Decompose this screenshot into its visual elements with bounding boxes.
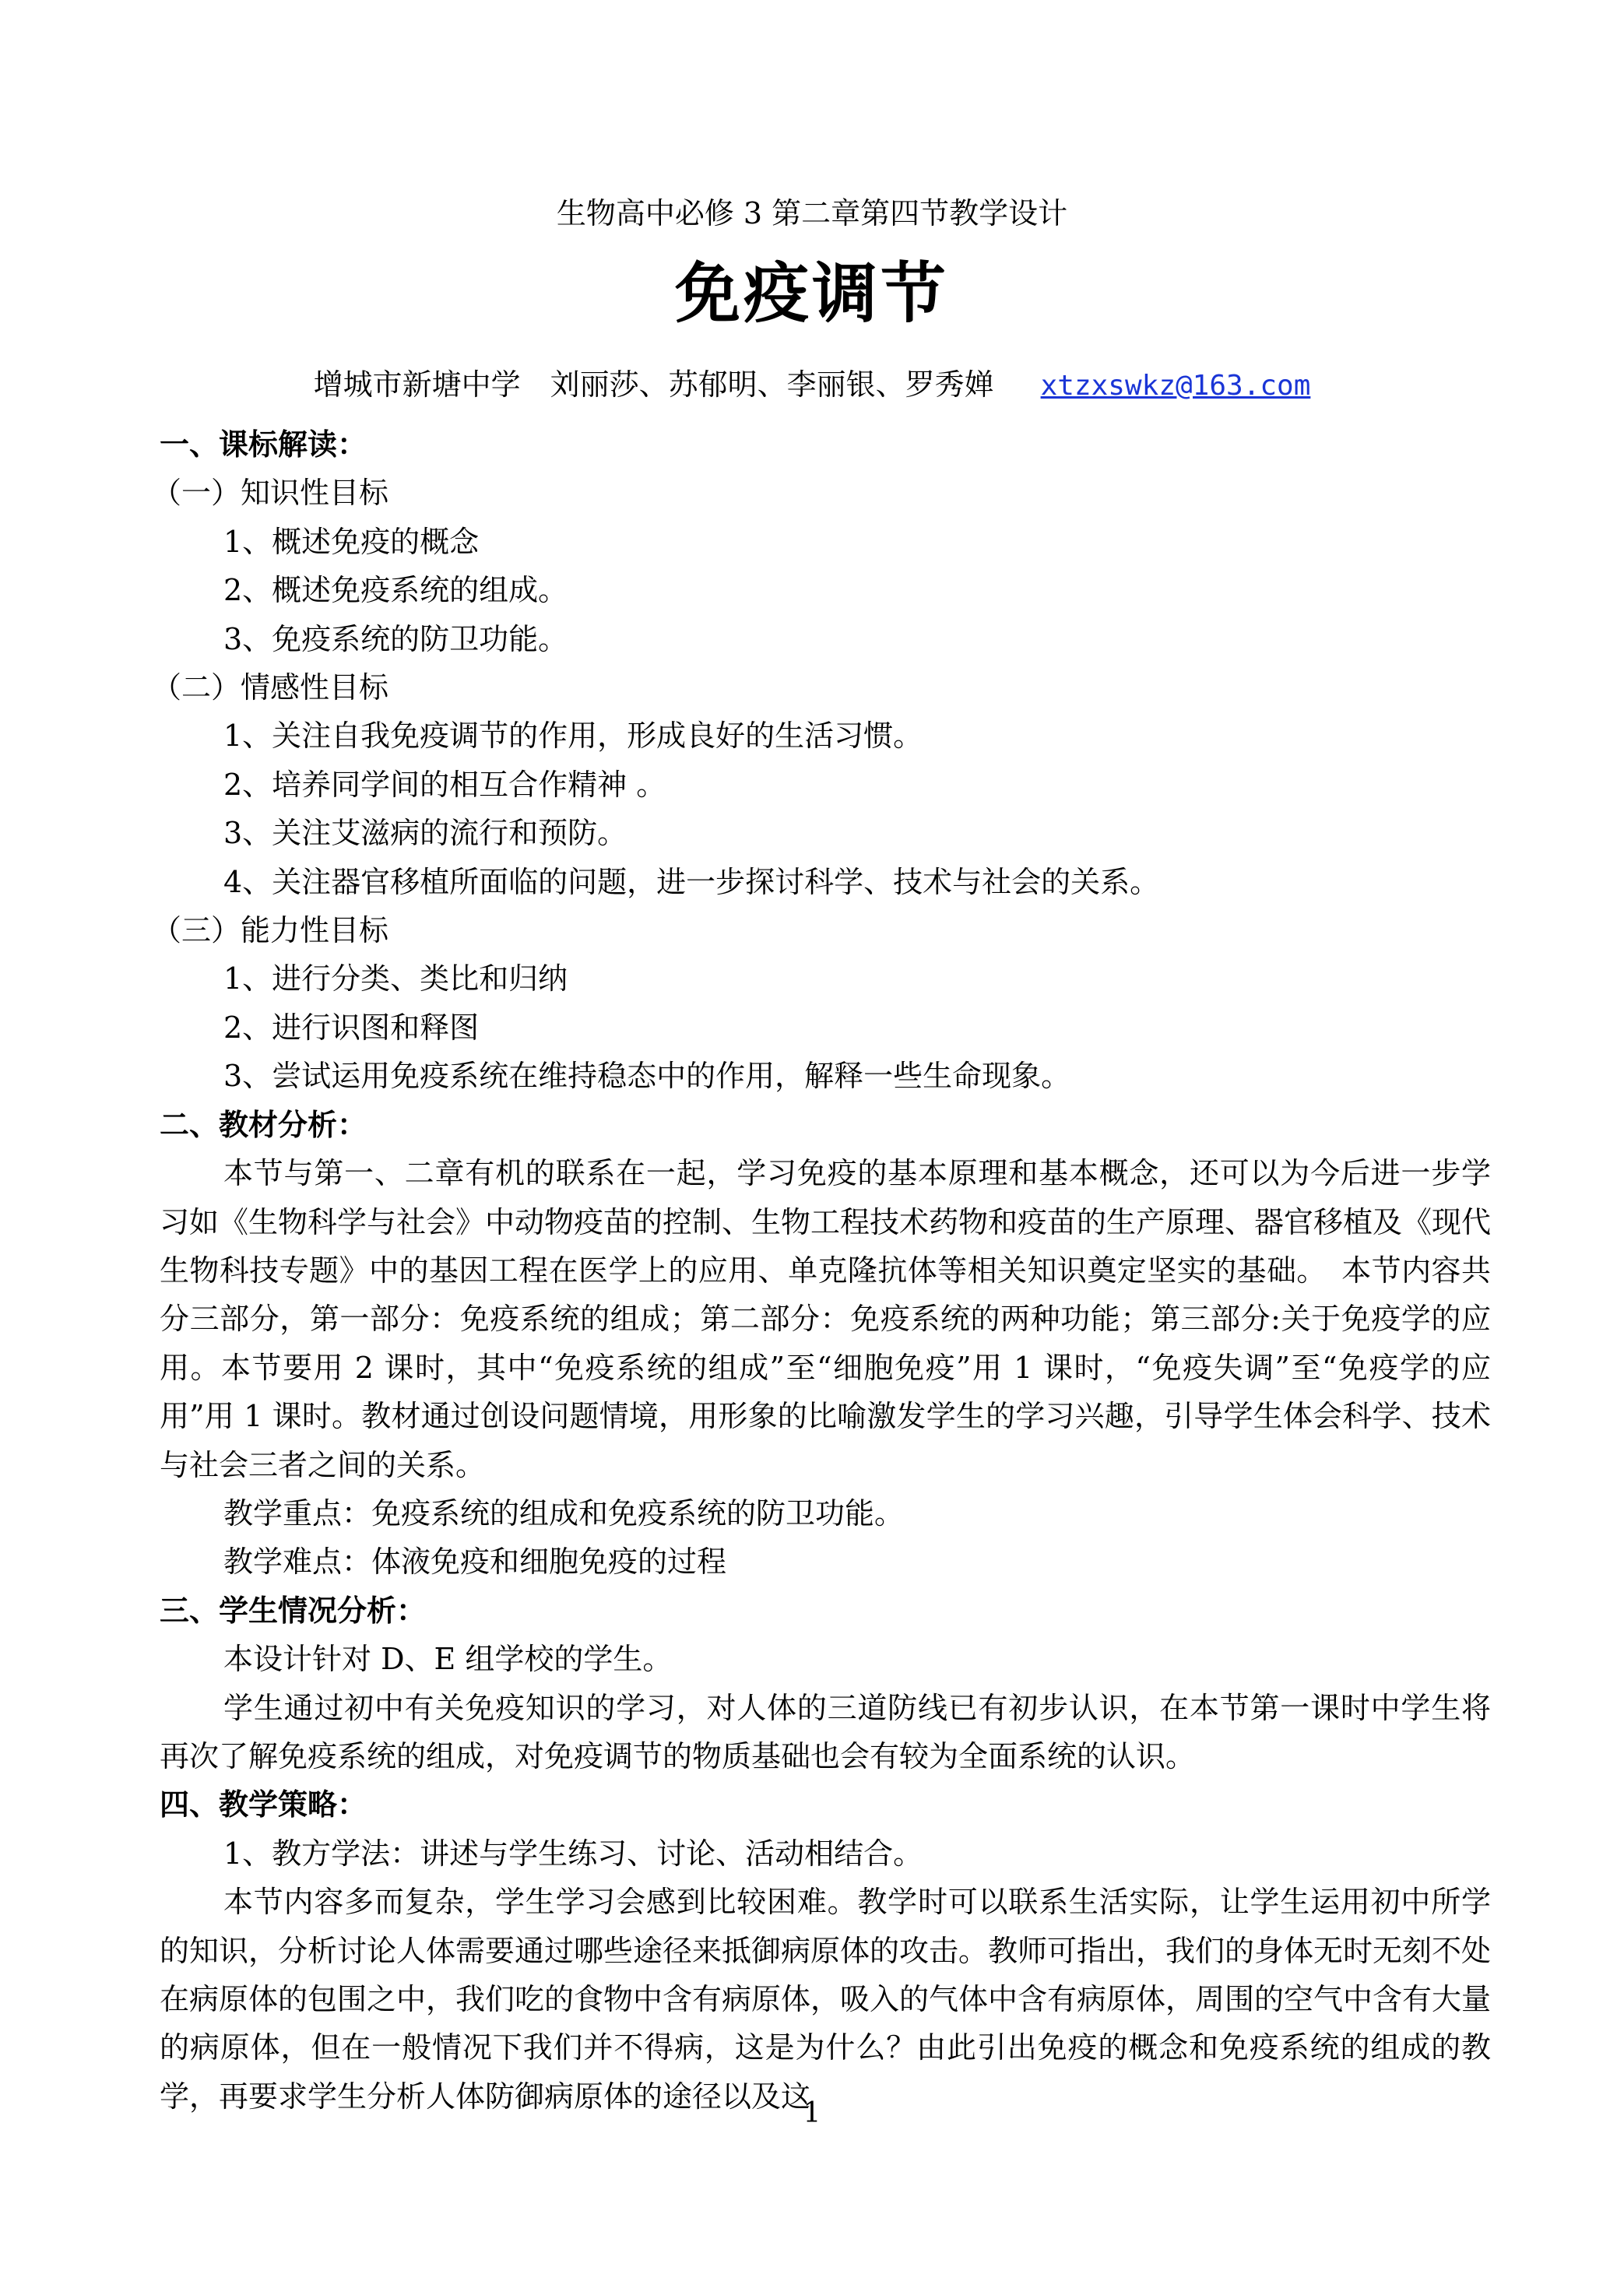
paragraph: 本节内容多而复杂，学生学习会感到比较困难。教学时可以联系生活实际，让学生运用初中所学的知识，分析讨论人体需要通过哪些途径来抵御病原体的攻击。教师可指出，我们的身体无时无刻不处在病原体的包围之中，我们吃的食物中含有病原体，吸入的气体中含有病原体，周围的空气中含有大量的病原体，但在一般情况下我们并不得病，这是为什么？由此引出免疫的概念和免疫系统的组成的教学，再要求学生分析人体防御病原体的途径以及这 xyxy=(160,1885,1492,2114)
section-heading: 四、教学策略： xyxy=(160,1787,367,1822)
list-item: 2、进行识图和释图 xyxy=(223,1010,480,1045)
list-item: 2、概述免疫系统的组成。 xyxy=(223,573,568,608)
paragraph: 教学重点：免疫系统的组成和免疫系统的防卫功能。 xyxy=(223,1495,905,1531)
list-item: 3、尝试运用免疫系统在维持稳态中的作用，解释一些生命现象。 xyxy=(223,1059,1071,1094)
section-heading: 三、学生情况分析： xyxy=(160,1592,427,1628)
paragraph: 学生通过初中有关免疫知识的学习，对人体的三道防线已有初步认识，在本节第一课时中学生将再次了解免疫系统的组成，对免疫调节的物质基础也会有较为全面系统的认识。 xyxy=(160,1690,1491,1773)
list-item: 2、培养同学间的相互合作精神 。 xyxy=(223,767,666,802)
paragraph: 本设计针对 D、E 组学校的学生。 xyxy=(223,1642,673,1677)
authors-text: 增城市新塘中学 刘丽莎、苏郁明、李丽银、罗秀婵 xyxy=(313,367,994,402)
paragraph: 教学难点：体液免疫和细胞免疫的过程 xyxy=(223,1545,727,1580)
list-item: 3、关注艾滋病的流行和预防。 xyxy=(223,816,627,851)
paragraph: 1、教方学法：讲述与学生练习、讨论、活动相结合。 xyxy=(223,1836,923,1871)
subsection-heading: （二）情感性目标 xyxy=(152,670,389,705)
page-number: 1 xyxy=(803,2097,821,2129)
list-item: 1、进行分类、类比和归纳 xyxy=(223,961,568,996)
subsection-heading: （三）能力性目标 xyxy=(152,913,389,948)
list-item: 3、免疫系统的防卫功能。 xyxy=(223,621,568,656)
subsection-heading: （一）知识性目标 xyxy=(152,476,389,511)
email-link[interactable]: xtzxswkz@163.com xyxy=(1040,370,1311,402)
list-item: 4、关注器官移植所面临的问题，进一步探讨科学、技术与社会的关系。 xyxy=(223,864,1160,899)
document-body xyxy=(152,420,1492,2121)
list-item: 1、关注自我免疫调节的作用，形成良好的生活习惯。 xyxy=(223,719,923,754)
authors-line xyxy=(0,364,1624,406)
list-item: 1、概述免疫的概念 xyxy=(223,524,480,559)
document-title: 免疫调节 xyxy=(674,255,949,332)
paragraph: 本节与第一、二章有机的联系在一起，学习免疫的基本原理和基本概念，还可以为今后进一步学习如《生物科学与社会》中动物疫苗的控制、生物工程技术药物和疫苗的生产原理、器官移植及《现代生物科技专题》中的基因工程在医学上的应用、单克隆抗体等相关知识奠定坚实的基础。 本节内容共分三部分，第一部分：免疫系统的组成；第二部分：免疫系统的两种功能；第三部分:关于免疫学的应用。本节要用 2 课时，其中“免疫系统的组成”至“细胞免疫”用 1 课时，“免疫失调”至“免疫学的应用”用 1 课时。教材通过创设问题情境，用形象的比喻激发学生的学习兴趣，引导学生体会科学、技术与社会三者之间的关系。 xyxy=(160,1156,1492,1482)
section-heading: 二、教材分析： xyxy=(160,1106,367,1142)
document-subtitle: 生物高中必修 3 第二章第四节教学设计 xyxy=(556,196,1068,230)
section-heading: 一、课标解读： xyxy=(160,427,367,462)
